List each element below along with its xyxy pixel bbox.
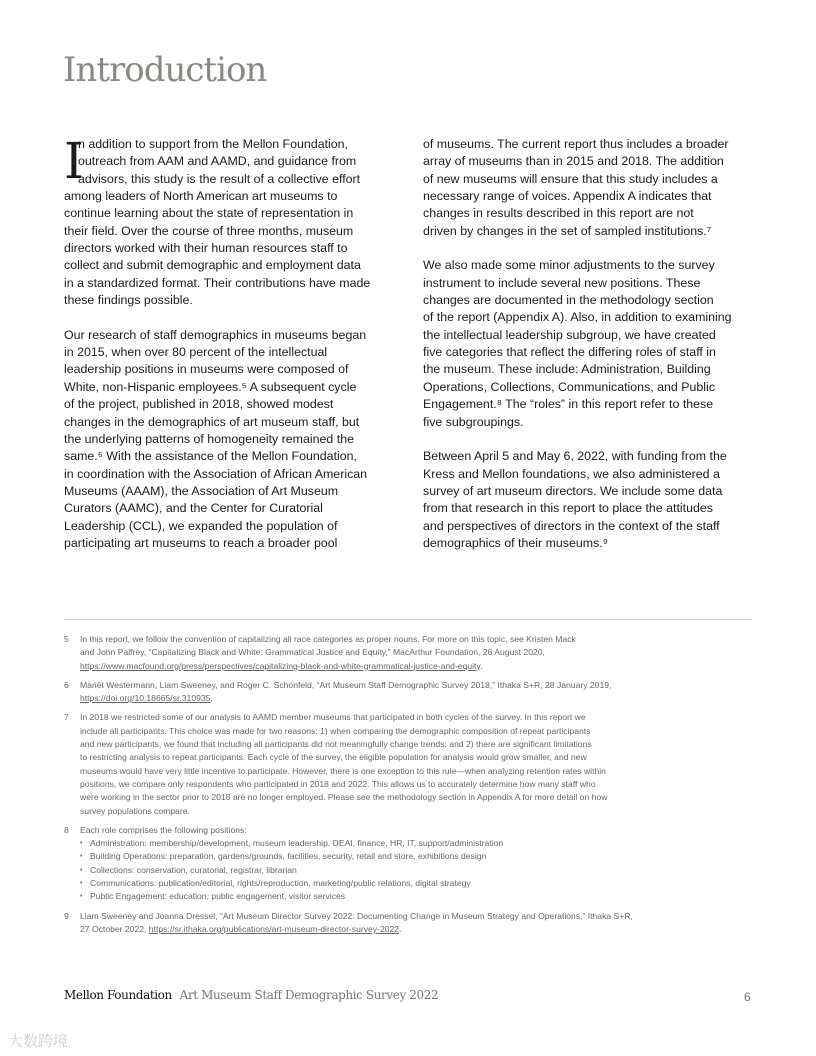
footer-report-title: Art Museum Staff Demographic Survey 2022 [179,988,439,1002]
footnote-7 [64,711,764,817]
text-line: in coordination with the Association of African American [64,466,368,481]
column-left [64,132,394,570]
text-line: outreach from AAM and AAMD, and guidance from [78,154,357,169]
text-line: their field. Over the course of three months, museum [64,223,354,238]
footnote-6: 6 Mariët Westermann, Liam Sweeney, and Roger C. Schonfeld, “Art Museum Staff Demographic Survey 2018,” Ithaka S+R, 28 January 2019, https://doi.org/10.18665/sr.310935. [64,679,764,706]
text-line: instrument to include several new positions. These [423,275,701,290]
footnote-line: and John Palfrey, “Capitalizing Black and White: Grammatical Justice and Equity,” MacArthur Foundation, 26 August 2020, [80,647,545,658]
footnote-link[interactable]: https://doi.org/10.18665/sr.310935 [80,693,211,704]
footnote-line: were working in the sector prior to 2018 are no longer employed. Please see the methodology section in Appendix A for more detail on how [80,792,608,803]
footnotes [64,633,764,942]
footnote-line: museums would have very little incentive to participate. However, there is one exception to this rule—when analyzing retention rates within [80,765,606,776]
text-line: survey of art museum directors. We include some data [423,483,723,498]
text-line: of the report (Appendix A). Also, in addition to examining [423,310,732,325]
page-title: Introduction [63,50,267,90]
paragraph [423,257,753,430]
text-line: array of museums than in 2015 and 2018. The addition [423,154,724,169]
footnote-bullet: • Public Engagement: education, public engagement, visitor services [80,890,764,903]
text-line: Curators (AAMC), and the Center for Curatorial [64,501,323,516]
footnote-link[interactable]: https://www.macfound.org/press/perspectives/capitalizing-black-and-white-grammatical-justice-and-equity [80,660,481,671]
footnote-bullet: • Building Operations: preparation, gardens/grounds, facilities, security, retail and store, exhibitions design [80,850,764,863]
text-line: collect and submit demographic and employment data [64,258,361,273]
footnote-link[interactable]: https://sr.ithaka.org/publications/art-museum-director-survey-2022 [148,923,400,934]
paragraph [64,327,394,552]
text-line: in 2015, when over 80 percent of the intellectual [64,345,328,360]
footnote-divider [64,619,752,620]
footnote-number: 5 [64,634,69,644]
footnote-line: Each role comprises the following positions: [80,824,247,835]
footnote-line: In this report, we follow the convention of capitalizing all race categories as proper nouns. For more on this topic, see Kristen Mack [80,634,576,644]
text-line: the museum. These include: Administration, Building [423,362,711,377]
page-number: 6 [744,990,751,1004]
footnote-line: and new participants, we found that including all participants did not meaningfully change trends; and 2) there are significant limitations [80,739,592,750]
text-line: five subgroupings. [423,414,524,429]
drop-cap: I [64,132,84,190]
text-line: from that research in this report to place the attitudes [423,501,713,516]
footnote-line: include all participants. This choice was made for two reasons: 1) when comparing the demographic composition of repeat participants [80,725,591,736]
text-line: changes are documented in the methodology section [423,293,714,308]
page-footer [64,988,438,1002]
footnote-line: In 2018 we restricted some of our analysis to AAMD member museums that participated in both cycles of the survey. In this report we [80,712,586,723]
footnote-9: 9 Liam Sweeney and Joanna Dressel, “Art Museum Director Survey 2022: Documenting Change in Museum Strategy and Operations,” Ithaka S+R, 27 October 2022, https://sr.ithaka.org/publications/art-museum-director-survey-2022. [64,910,764,937]
paragraph [423,448,753,552]
text-line: Our research of staff demographics in museums began [64,327,367,342]
footnote-bullet: • Communications: publication/editorial, rights/reproduction, marketing/public relations, digital strategy [80,877,764,890]
footnote-bullet: • Collections: conservation, curatorial, registrar, librarian [80,864,764,877]
footnote-5: 5 In this report, we follow the convention of capitalizing all race categories as proper nouns. For more on this topic, see Kristen Mack and John Palfrey, “Capitalizing Black and White: Grammatical Justice and Equity,” MacArthur Foundation, 26 August 2020, https://www.macfound.org/press/perspectives/capitalizing-black-and-white-grammatical-justice-and-equity. [64,633,764,673]
footer-org: Mellon Foundation [64,988,172,1002]
text-line: Engagement.⁸ The “roles” in this report refer to these [423,397,714,412]
text-line: Museums (AAAM), the Association of Art Museum [64,483,339,498]
text-line: changes in results described in this report are not [423,206,694,221]
footnote-number: 7 [64,712,69,723]
text-line: and perspectives of directors in the context of the staff [423,518,720,533]
watermark: 大数跨境 [8,1033,69,1050]
footnote-number: 9 [64,910,69,921]
text-line: of new museums will ensure that this study includes a [423,171,718,186]
text-line: of the project, published in 2018, showed modest [64,397,334,412]
footnote-line: survey populations compare. [80,805,190,816]
text-line: the intellectual leadership subgroup, we have created [423,327,716,342]
text-line: demographics of their museums.⁹ [423,535,609,550]
text-line: Kress and Mellon foundations, we also administered a [423,466,720,481]
text-line: Leadership (CCL), we expanded the population of [64,518,338,533]
text-line: the underlying patterns of homogeneity remained the [64,431,354,446]
text-line: these findings possible. [64,293,193,308]
footnote-line: Liam Sweeney and Joanna Dressel, “Art Museum Director Survey 2022: Documenting Change in Museum Strategy and Operations,” Ithaka S+R, [80,910,633,921]
text-line: changes in the demographics of art museum staff, but [64,414,360,429]
text-line: same.⁶ With the assistance of the Mellon Foundation, [64,449,357,464]
text-line: Between April 5 and May 6, 2022, with funding from the [423,449,727,464]
footnote-line: to restricting analysis to repeat participants. Each cycle of the survey, the eligible population for analysis would grow smaller, and new [80,752,587,763]
paragraph [423,136,753,240]
text-line: among leaders of North American art museums to [64,189,338,204]
footnote-bullet: • Administration: membership/development, museum leadership, DEAI, finance, HR, IT, support/administration [80,837,764,850]
text-line: participating art museums to reach a broader pool [64,535,338,550]
text-line: five categories that reflect the differing roles of staff in [423,345,716,360]
text-line: in a standardized format. Their contributions have made [64,275,371,290]
footnote-8 [64,824,764,904]
footnote-number: 6 [64,679,69,690]
text-line: advisors, this study is the result of a collective effort [78,171,361,186]
text-line: n addition to support from the Mellon Foundation, [78,137,349,151]
text-line: We also made some minor adjustments to the survey [423,258,715,273]
text-line: driven by changes in the set of sampled institutions.⁷ [423,223,712,238]
footnote-line: Mariët Westermann, Liam Sweeney, and Roger C. Schonfeld, “Art Museum Staff Demographic Survey 2018,” Ithaka S+R, 28 January 2019, [80,679,612,690]
footnote-line: positions, we compare only respondents who participated in 2018 and 2022. This allows us to accurately determine how many staff who [80,778,596,789]
footnote-number: 8 [64,824,69,835]
text-line: Operations, Collections, Communications, and Public [423,379,716,394]
column-right [423,136,753,570]
footnote-line: 27 October 2022, [80,923,149,934]
text-line: leadership positions in museums were composed of [64,362,349,377]
paragraph [64,132,394,309]
text-line: White, non-Hispanic employees.⁵ A subsequent cycle [64,379,357,394]
text-line: necessary range of voices. Appendix A indicates that [423,189,712,204]
text-line: directors worked with their human resources staff to [64,241,348,256]
text-line: continue learning about the state of representation in [64,206,354,221]
text-line: of museums. The current report thus includes a broader [423,137,729,151]
